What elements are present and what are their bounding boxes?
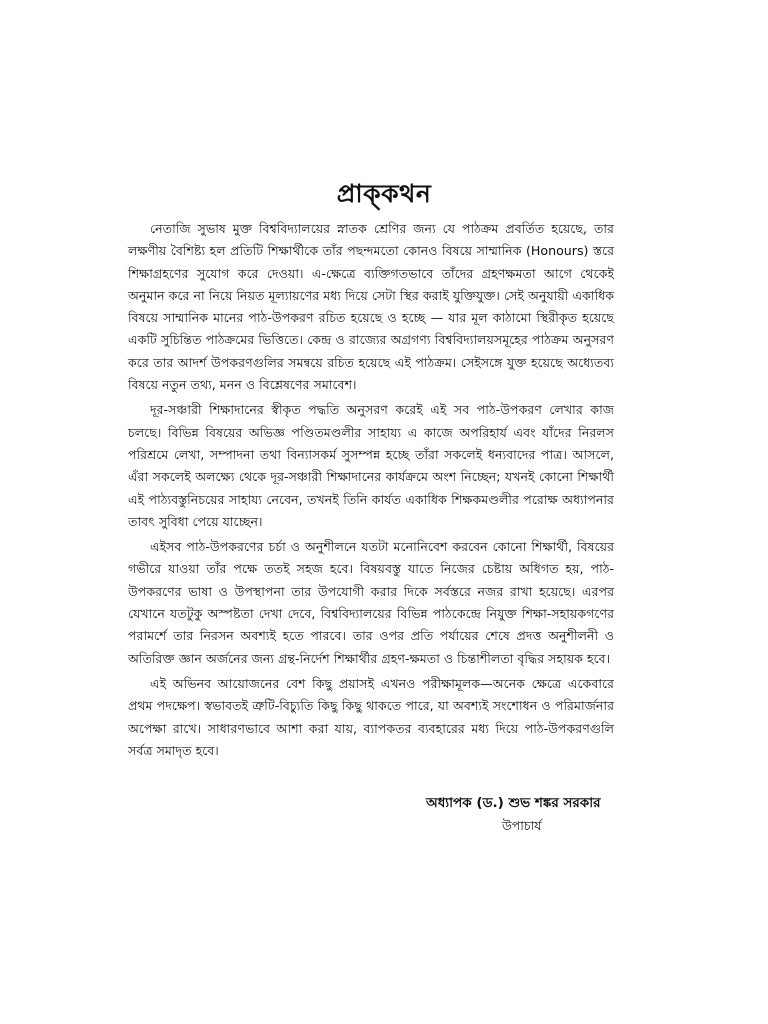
paragraph-2: দূর-সঞ্চারী শিক্ষাদানের স্বীকৃত পদ্ধতি অনুসরণ করেই এই সব পাঠ-উপকরণ লেখার কাজ চলছে। বিভিন্ন বিষয়ের অভিজ্ঞ পণ্ডিতমণ্ডলীর সাহায্য এ কাজে অপরিহার্য এবং যাঁদের নিরলস পরিশ্রমে লেখা, সম্পাদনা তথা বিন্যাসকর্ম সুসম্পন্ন হচ্ছে তাঁরা সকলেই ধন্যবাদের পাত্র। আসলে, এঁরা সকলেই অলক্ষ্যে থেকে দূর-সঞ্চারী শিক্ষাদানের কার্যক্রমে অংশ নিচ্ছেন; যখনই কোনো শিক্ষার্থী এই পাঠ্যবস্তুনিচয়ের সাহায্য নেবেন, তখনই তিনি কার্যত একাধিক শিক্ষকমণ্ডলীর পরোক্ষ অধ্যাপনার তাবৎ সুবিধা পেয়ে যাচ্ছেন। — [128, 402, 614, 529]
paragraph-4: এই অভিনব আয়োজনের বেশ কিছু প্রয়াসই এখনও পরীক্ষামূলক—অনেক ক্ষেত্রে একেবারে প্রথম পদক্ষেপ। স্বভাবতই ত্রুটি-বিচ্যুতি কিছু কিছু থাকতে পারে, যা অবশ্যই সংশোধন ও পরিমার্জনার অপেক্ষা রাখে। সাধারণভাবে আশা করা যায়, ব্যাপকতর ব্যবহারের মধ্য দিয়ে পাঠ-উপকরণগুলি সর্বত্র সমাদৃত হবে। — [128, 675, 614, 758]
foreword-body — [128, 218, 614, 765]
signature-role: উপাচার্য — [502, 818, 542, 833]
paragraph-1: নেতাজি সুভাষ মুক্ত বিশ্ববিদ্যালয়ের স্নাতক শ্রেণির জন্য যে পাঠক্রম প্রবর্তিত হয়েছে, তার লক্ষণীয় বৈশিষ্ট্য হল প্রতিটি শিক্ষার্থীকে তাঁর পছন্দমতো কোনও বিষয়ে সাম্মানিক (Honours) স্তরে শিক্ষাগ্রহণের সুযোগ করে দেওয়া। এ-ক্ষেত্রে ব্যক্তিগতভাবে তাঁদের গ্রহণক্ষমতা আগে থেকেই অনুমান করে না নিয়ে নিয়ত মূল্যায়ণের মধ্য দিয়ে সেটা স্থির করাই যুক্তিযুক্ত। সেই অনুযায়ী একাধিক বিষয়ে সাম্মানিক মানের পাঠ-উপকরণ রচিত হয়েছে ও হচ্ছে — যার মূল কাঠামো স্থিরীকৃত হয়েছে একটি সুচিন্তিত পাঠক্রমের ভিত্তিতে। কেন্দ্র ও রাজ্যের অগ্রগণ্য বিশ্ববিদ্যালয়সমূহের পাঠক্রম অনুসরণ করে তার আদর্শ উপকরণগুলির সমন্বয়ে রচিত হয়েছে এই পাঠক্রম। সেইসঙ্গে যুক্ত হয়েছে অধ্যেতব্য বিষয়ে নতুন তথ্য, মনন ও বিশ্লেষণের সমাবেশ। — [128, 221, 614, 393]
paragraph-3: এইসব পাঠ-উপকরণের চর্চা ও অনুশীলনে যতটা মনোনিবেশ করবেন কোনো শিক্ষার্থী, বিষয়ের গভীরে যাওয়া তাঁর পক্ষে ততই সহজ হবে। বিষয়বস্তু যাতে নিজের চেষ্টায় অধিগত হয়, পাঠ-উপকরণের ভাষা ও উপস্থাপনা তার উপযোগী করার দিকে সর্বস্তরে নজর রাখা হয়েছে। এরপর যেখানে যতটুকু অস্পষ্টতা দেখা দেবে, বিশ্ববিদ্যালয়ের বিভিন্ন পাঠকেন্দ্রে নিযুক্ত শিক্ষা-সহায়কগণের পরামর্শে তার নিরসন অবশ্যই হতে পারবে। তার ওপর প্রতি পর্যায়ের শেষে প্রদত্ত অনুশীলনী ও অতিরিক্ত জ্ঞান অর্জনের জন্য গ্রন্থ-নির্দেশ শিক্ষার্থীর গ্রহণ-ক্ষমতা ও চিন্তাশীলতা বৃদ্ধির সহায়ক হবে। — [128, 539, 614, 666]
page-title: প্রাক্‌কথন — [336, 179, 432, 208]
signature-name: অধ্যাপক (ড.) শুভ শঙ্কর সরকার — [426, 795, 601, 811]
